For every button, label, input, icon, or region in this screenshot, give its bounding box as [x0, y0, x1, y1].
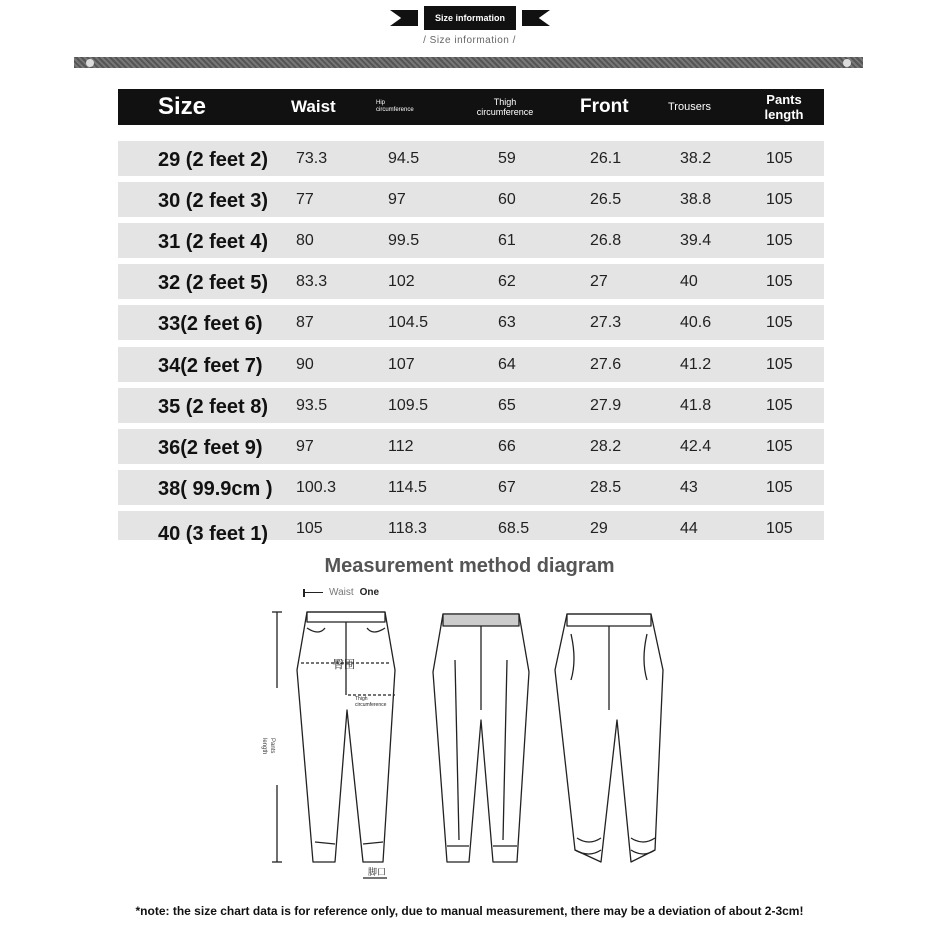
table-row	[118, 347, 824, 382]
cell-front: 26.5	[590, 190, 622, 208]
banner-left-ribbon	[390, 10, 418, 26]
cell-size: 32 (2 feet 5)	[158, 272, 269, 294]
cell-thigh: 68.5	[498, 519, 530, 537]
cell-size: 40 (3 feet 1)	[158, 523, 269, 545]
cell-size: 38( 99.9cm )	[158, 478, 273, 500]
cell-waist: 100.3	[296, 478, 337, 496]
cell-size: 33(2 feet 6)	[158, 313, 263, 335]
cell-thigh: 65	[498, 396, 516, 414]
header-hip-line1: Hip	[376, 100, 386, 106]
cell-thigh: 60	[498, 190, 516, 208]
cell-trousers: 43	[680, 478, 698, 496]
cell-front: 27.3	[590, 313, 622, 331]
table-row	[118, 429, 824, 464]
cell-front: 26.8	[590, 231, 622, 249]
cell-hip: 94.5	[388, 149, 420, 167]
header-hip	[376, 89, 414, 125]
cell-pants-length: 105	[766, 396, 793, 414]
cell-trousers: 42.4	[680, 437, 712, 455]
table-row	[118, 264, 824, 299]
cell-trousers: 40.6	[680, 313, 712, 331]
header-size: Size	[158, 93, 207, 120]
waist-legend-suffix: One	[359, 587, 380, 598]
length-label-line2: length	[261, 738, 267, 755]
cell-front: 28.5	[590, 478, 622, 496]
header-pants-length	[758, 89, 810, 125]
cell-thigh: 67	[498, 478, 516, 496]
table-row	[118, 388, 824, 423]
cell-waist: 97	[296, 437, 314, 455]
cell-pants-length: 105	[766, 313, 793, 331]
cell-trousers: 41.2	[680, 355, 712, 373]
size-table-header	[118, 89, 824, 125]
header-front: Front	[580, 96, 629, 117]
cell-size: 36(2 feet 9)	[158, 437, 263, 459]
cell-pants-length: 105	[766, 272, 793, 290]
cell-size: 34(2 feet 7)	[158, 355, 263, 377]
header-thigh-line2: circumference	[476, 107, 534, 117]
cell-front: 27	[590, 272, 608, 290]
hem-label: 脚口	[368, 868, 387, 878]
cell-front: 29	[590, 519, 608, 537]
thigh-label-line1: Thigh	[355, 696, 368, 702]
cell-hip: 99.5	[388, 231, 420, 249]
cell-pants-length: 105	[766, 231, 793, 249]
cell-trousers: 38.2	[680, 149, 712, 167]
table-row	[118, 182, 824, 217]
length-label-line1: Pants	[269, 738, 275, 754]
cell-size: 31 (2 feet 4)	[158, 231, 269, 253]
header-pants-line1: Pants	[766, 92, 802, 107]
cell-thigh: 63	[498, 313, 516, 331]
cell-size: 30 (2 feet 3)	[158, 190, 269, 212]
cell-pants-length: 105	[766, 519, 793, 537]
cell-thigh: 64	[498, 355, 516, 373]
cell-size: 29 (2 feet 2)	[158, 149, 269, 171]
pants-measurement-diagram	[255, 600, 685, 890]
cell-front: 27.9	[590, 396, 622, 414]
thigh-label-line2: circumference	[355, 702, 387, 708]
cell-front: 27.6	[590, 355, 622, 373]
table-row	[118, 511, 824, 545]
strip-rivet-right	[843, 59, 851, 67]
cell-size: 35 (2 feet 8)	[158, 396, 269, 418]
cell-waist: 105	[296, 519, 323, 537]
cell-pants-length: 105	[766, 355, 793, 373]
cell-thigh: 66	[498, 437, 516, 455]
header-trousers: Trousers	[668, 101, 711, 113]
header-thigh-line1: Thigh	[493, 97, 517, 107]
cell-hip: 97	[388, 190, 406, 208]
cell-waist: 73.3	[296, 149, 328, 167]
banner-label: Size information	[424, 6, 516, 30]
waist-legend	[303, 587, 379, 598]
table-row	[118, 470, 824, 505]
pants-tapered-view	[555, 614, 663, 862]
cell-trousers: 44	[680, 519, 698, 537]
cell-hip: 102	[388, 272, 415, 290]
cell-hip: 114.5	[388, 478, 427, 496]
cell-waist: 87	[296, 313, 314, 331]
size-info-banner	[390, 6, 550, 30]
pants-back-view	[433, 614, 529, 862]
header-pants-line2: length	[764, 107, 804, 122]
cell-hip: 104.5	[388, 313, 429, 331]
hip-label: 臀围	[333, 658, 355, 671]
cell-hip: 109.5	[388, 396, 429, 414]
cell-trousers: 40	[680, 272, 698, 290]
table-row	[118, 223, 824, 258]
cell-hip: 118.3	[388, 519, 427, 537]
cell-waist: 93.5	[296, 396, 328, 414]
banner-subtitle: / Size information /	[423, 35, 516, 46]
diagram-title: Measurement method diagram	[324, 555, 615, 577]
table-row	[118, 305, 824, 340]
pants-front-view	[297, 612, 395, 862]
cell-hip: 107	[388, 355, 415, 373]
table-row	[118, 141, 824, 176]
cell-pants-length: 105	[766, 437, 793, 455]
cell-pants-length: 105	[766, 190, 793, 208]
cell-pants-length: 105	[766, 149, 793, 167]
header-thigh	[468, 89, 542, 125]
cell-waist: 90	[296, 355, 314, 373]
cell-thigh: 61	[498, 231, 516, 249]
cell-thigh: 59	[498, 149, 516, 167]
banner-right-ribbon	[522, 10, 550, 26]
header-waist: Waist	[291, 97, 336, 116]
strip-rivet-left	[86, 59, 94, 67]
cell-trousers: 41.8	[680, 396, 712, 414]
cell-hip: 112	[388, 437, 414, 455]
cell-trousers: 39.4	[680, 231, 712, 249]
cell-waist: 77	[296, 190, 314, 208]
waist-legend-label: Waist	[329, 587, 354, 598]
cell-front: 26.1	[590, 149, 622, 167]
cell-waist: 83.3	[296, 272, 328, 290]
footer-note: *note: the size chart data is for reference only, due to manual measurement, there may be a deviation of about 2-3cm!	[135, 904, 804, 918]
header-hip-line2: circumference	[376, 107, 414, 113]
cell-thigh: 62	[498, 272, 516, 290]
cell-pants-length: 105	[766, 478, 793, 496]
cell-waist: 80	[296, 231, 314, 249]
divider-strip	[74, 57, 863, 68]
cell-front: 28.2	[590, 437, 622, 455]
cell-trousers: 38.8	[680, 190, 712, 208]
waist-measure-icon	[303, 589, 323, 597]
